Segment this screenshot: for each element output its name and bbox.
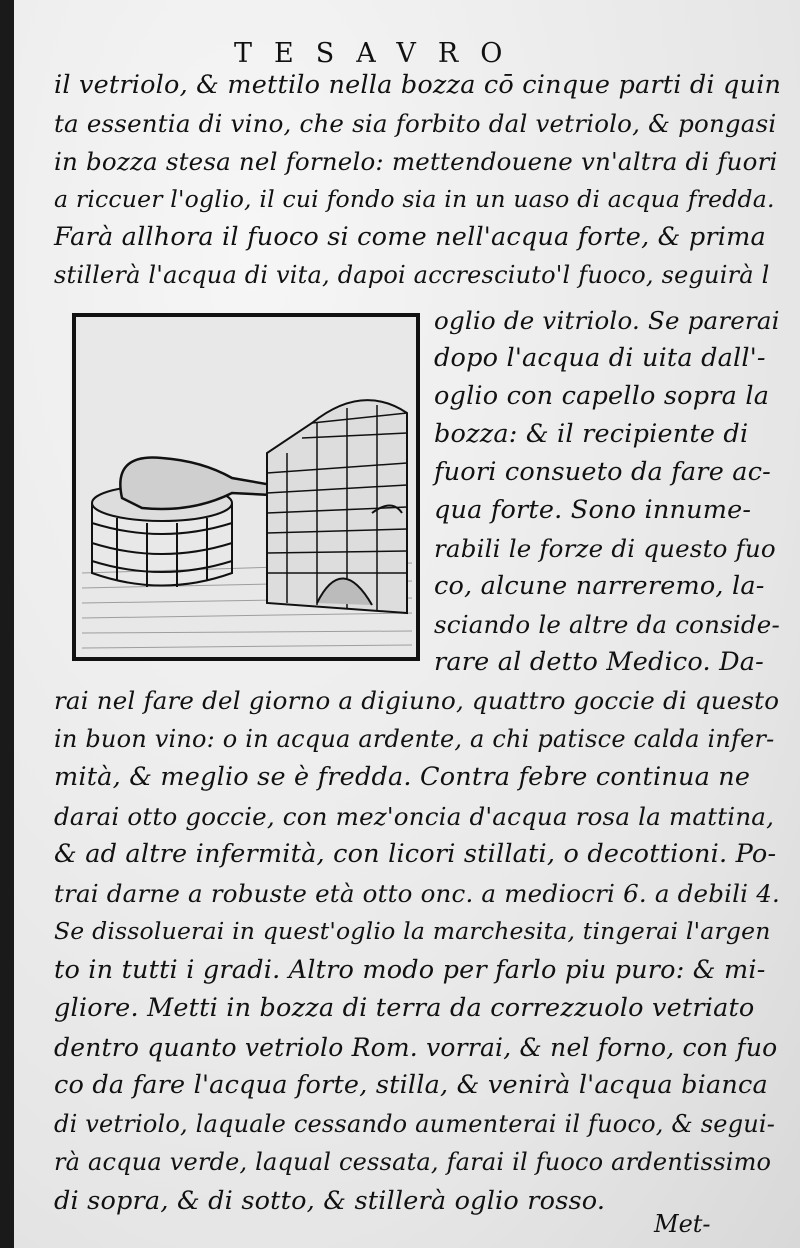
text-line: qua forte. Sono innume- [434,495,752,525]
text-line: Se dissoluerai in quest'oglio la marchesita, tingerai l'argen [54,917,771,945]
text-line: ta essentia di vino, che sia forbito dal vetriolo, & pongasi [54,109,777,138]
woodcut-illustration [72,313,420,661]
text-line: in buon vino: o in acqua ardente, a chi patisce calda infer- [54,724,775,753]
text-line: co da fare l'acqua forte, stilla, & venirà l'acqua bianca [54,1070,768,1100]
book-page [14,0,800,1248]
catchword: Met- [654,1210,711,1238]
text-line: in bozza stesa nel fornelo: mettendouene vn'altra di fuori [54,147,778,176]
text-line: di vetriolo, laquale cessando aumenterai il fuoco, & segui- [54,1109,776,1138]
running-head: TESAVRO [234,38,525,69]
text-line: mità, & meglio se è fredda. Contra febre continua ne [54,762,751,792]
text-line: stillerà l'acqua di vita, dapoi accresciuto'l fuoco, seguirà l [54,261,770,289]
text-line: di sopra, & di sotto, & stillerà oglio rosso. [54,1185,606,1216]
text-line: & ad altre infermità, con licori stillati, o decottioni. Po- [54,839,777,869]
text-line: Farà allhora il fuoco si come nell'acqua forte, & prima [54,222,766,252]
text-line: rare al detto Medico. Da- [434,647,764,677]
text-line: rai nel fare del giorno a digiuno, quattro goccie di questo [54,686,780,715]
text-line: sciando le altre da conside- [434,610,780,639]
text-line: darai otto goccie, con mez'oncia d'acqua rosa la mattina, [54,801,775,831]
text-line: rabili le forze di questo fuo [434,534,776,563]
text-line: dentro quanto vetriolo Rom. vorrai, & nel forno, con fuo [54,1032,778,1062]
text-line: gliore. Metti in bozza di terra da correzzuolo vetriato [54,993,755,1023]
text-line: oglio de vitriolo. Se parerai [434,306,780,335]
text-line: fuori consueto da fare ac- [434,457,771,487]
text-line: bozza: & il recipiente di [434,419,749,449]
text-line: co, alcune narreremo, la- [434,571,765,601]
text-line: dopo l'acqua di uita dall'- [434,343,766,373]
text-line: trai darne a robuste età otto onc. a mediocri 6. a debili 4. [54,878,780,908]
text-line: il vetriolo, & mettilo nella bozza cō cinque parti di quin [54,70,782,100]
text-line: rà acqua verde, laqual cessata, farai il fuoco ardentissimo [54,1148,772,1176]
text-line: oglio con capello sopra la [434,381,770,411]
text-line: a riccuer l'oglio, il cui fondo sia in un uaso di acqua fredda. [54,185,775,213]
text-line: to in tutti i gradi. Altro modo per farlo piu puro: & mi- [54,954,766,985]
